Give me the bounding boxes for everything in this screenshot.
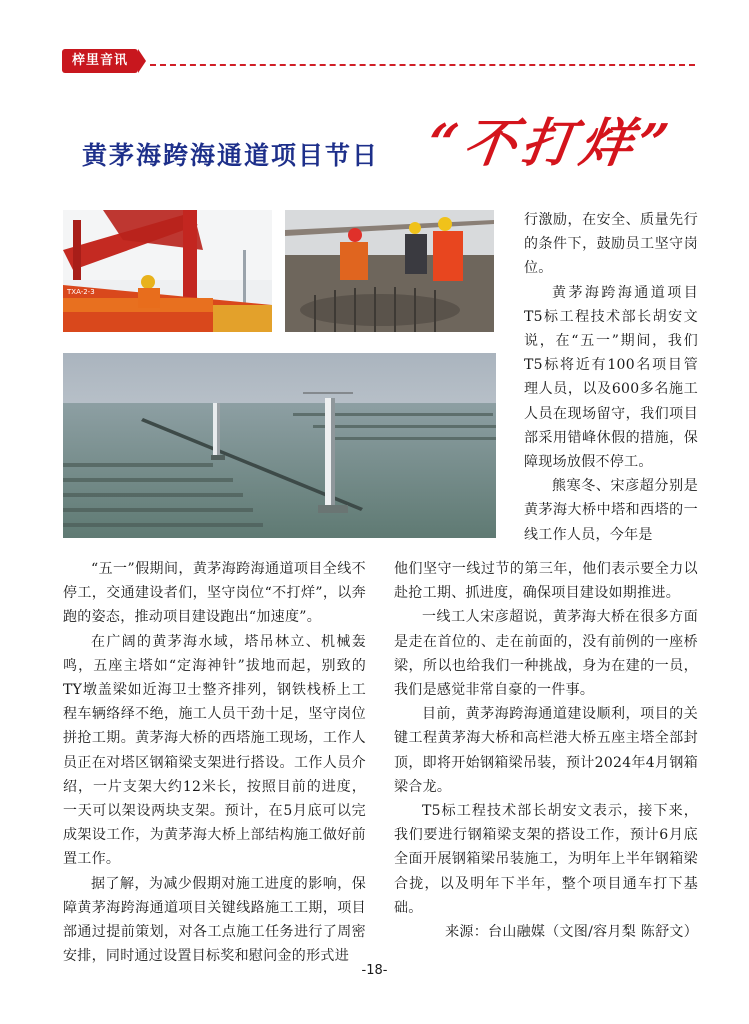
paragraph: T5标工程技术部长胡安文表示，接下来，我们要进行钢箱梁支架的搭设工作，预计6月底全面开展钢箱梁吊装施工，为明年上半年钢箱梁合拢，以及明年下半年，整个项目通车打下基础。 xyxy=(394,803,698,916)
headline: 黄茅海跨海通道项目节日 xyxy=(82,141,380,170)
paragraph: 熊寒冬、宋彦超分别是黄茅海大桥中塔和西塔的一线工作人员，今年是 xyxy=(524,478,698,543)
column-middle xyxy=(394,557,698,944)
article-source: 来源：台山融媒（文图/容月梨 陈舒文） xyxy=(445,924,698,941)
page-number: -18- xyxy=(361,963,388,978)
photo-tower-crane-worker xyxy=(63,210,272,332)
photo-bridge-aerial xyxy=(63,353,496,538)
paragraph: 行激励，在安全、质量先行的条件下，鼓励员工坚守岗位。 xyxy=(524,212,698,277)
column-right xyxy=(524,208,698,547)
section-tag: 梓里音讯 xyxy=(62,49,138,73)
paragraph: 黄茅海跨海通道项目T5标工程技术部长胡安文说，在“五一”期间，我们T5标将近有100名项目管理人员，以及600多名施工人员在现场留守，我们项目部采用错峰休假的措施，保障现场放假不停工。 xyxy=(524,284,698,471)
photo-workers-rebar xyxy=(285,210,494,332)
column-left xyxy=(63,557,366,968)
paragraph: 他们坚守一线过节的第三年，他们表示要全力以赴抢工期、抓进度，确保项目建设如期推进。 xyxy=(394,561,698,602)
paragraph: 在广阔的黄茅海水域，塔吊林立、机械轰鸣，五座主塔如“定海神针”拔地而起，别致的TY墩盖梁如近海卫士整齐排列，钢铁栈桥上工程车辆络绎不绝，施工人员干劲十足，坚守岗位拼抢工期。黄茅海大桥的西塔施工现场，工作人员正在对塔区钢箱梁支架进行搭设。工作人员介绍，一片支架大约12米长，按照目前的进度，一天可以架设两块支架。预计，在5月底可以完成架设工作，为黄茅海大桥上部结构施工做好前置工作。 xyxy=(63,633,366,868)
paragraph: “五一”假期间，黄茅海跨海通道项目全线不停工，交通建设者们，坚守岗位“不打烊”，以奔跑的姿态，推动项目建设跑出“加速度”。 xyxy=(63,561,366,626)
headline-accent: “不打烊” xyxy=(423,113,679,174)
svg-text:TXA-2-3: TXA-2-3 xyxy=(67,288,95,296)
header-dashed-rule xyxy=(150,64,695,66)
paragraph: 一线工人宋彦超说，黄茅海大桥在很多方面是走在首位的、走在前面的，没有前例的一座桥梁，所以也给我们一种挑战，身为在建的一员，我们是感觉非常自豪的一件事。 xyxy=(394,609,698,699)
paragraph: 目前，黄茅海跨海通道建设顺利，项目的关键工程黄茅海大桥和高栏港大桥五座主塔全部封顶，即将开始钢箱梁吊装，预计2024年4月钢箱梁合龙。 xyxy=(394,706,698,795)
paragraph: 据了解，为减少假期对施工进度的影响，保障黄茅海跨海通道项目关键线路施工工期，项目部通过提前策划，对各工点施工任务进行了周密安排，同时通过设置目标奖和慰问金的形式进 xyxy=(63,875,366,965)
